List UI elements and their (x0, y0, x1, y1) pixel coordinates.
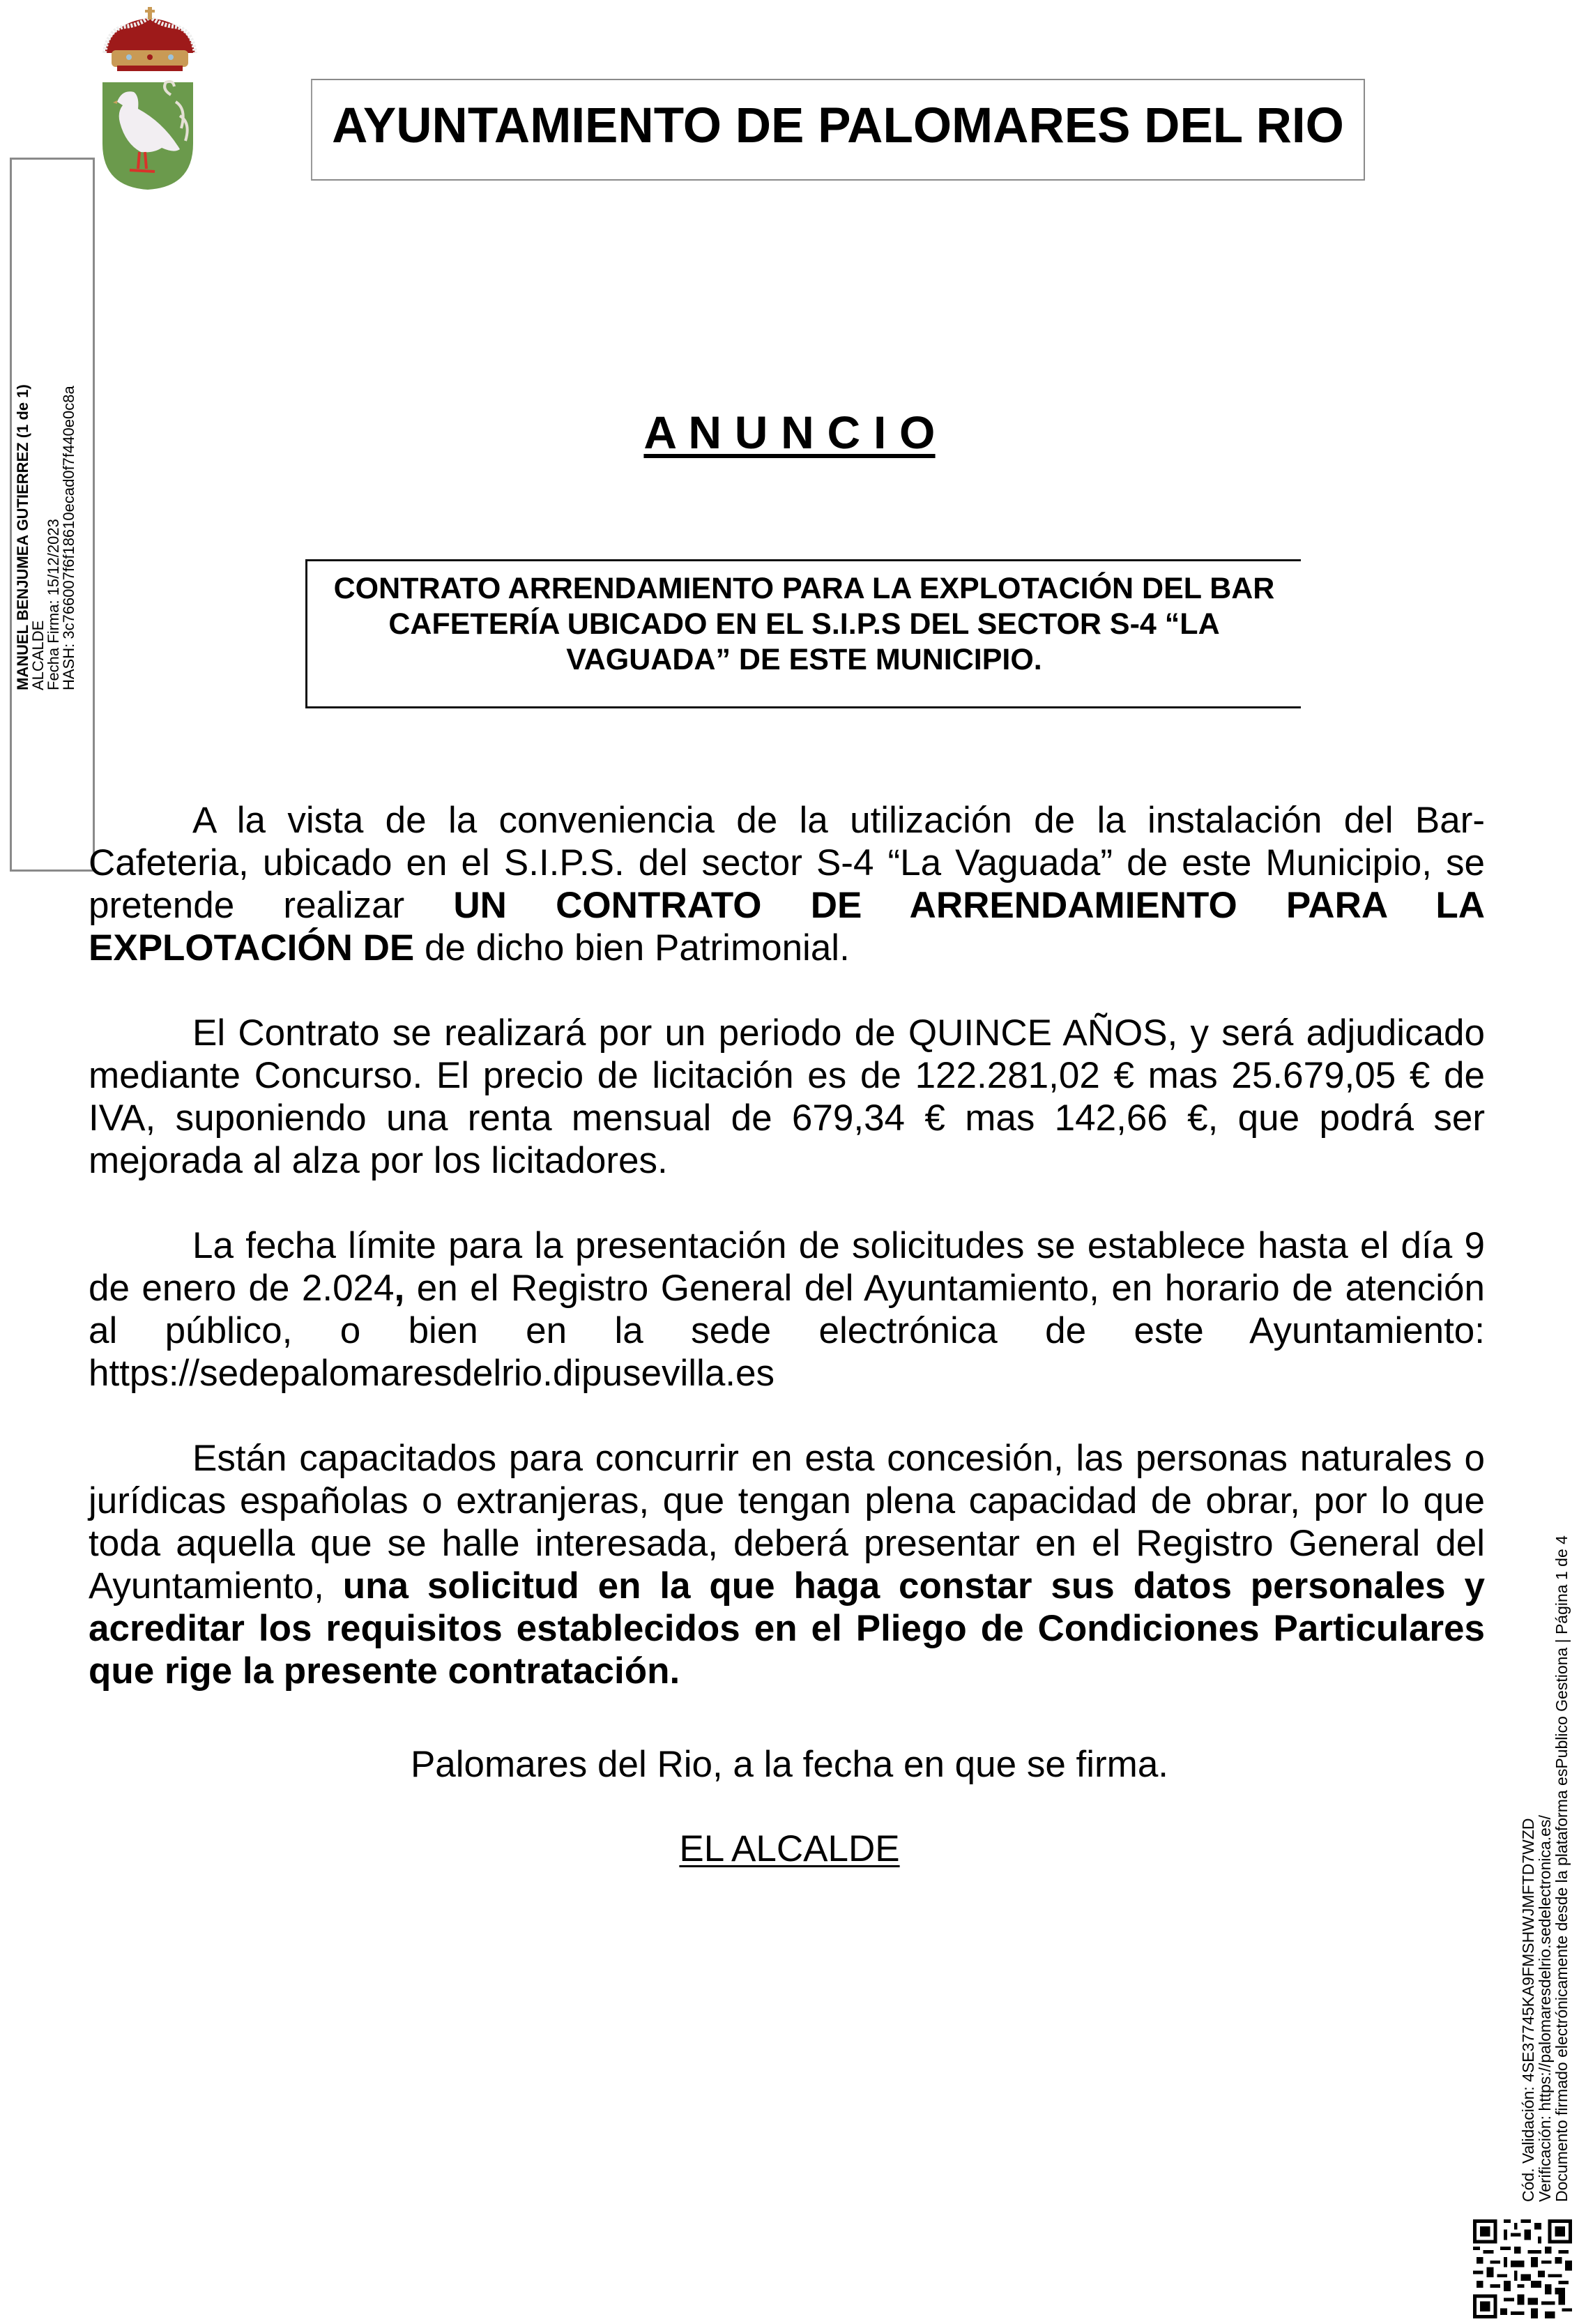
paragraph-text: La fecha límite para la presentación de solicitudes se establece hasta el día 9 de enero de 2.024 (89, 1225, 1485, 1309)
subject-line: VAGUADA” DE ESTE MUNICIPIO. (566, 643, 1042, 676)
shield-icon (102, 82, 193, 190)
subject-text (307, 571, 1301, 678)
validation-code: Cód. Validación: 4SE37745KA9FMSHWJMFTD7WZD (1519, 1818, 1537, 2202)
paragraph-bold-text: una solicitud en la que haga constar sus datos personales y acreditar los requisitos establecidos en el Pliego de Condiciones Particulares que rige la presente contratación. (89, 1565, 1485, 1692)
validation-info (1520, 1535, 1570, 2202)
place-date: Palomares del Rio, a la fecha en que se firma. (410, 1744, 1169, 1785)
subject-line: CAFETERÍA UBICADO EN EL S.I.P.S DEL SECTOR S-4 “LA (388, 607, 1220, 641)
page-title: AYUNTAMIENTO DE PALOMARES DEL RIO (332, 98, 1344, 153)
paragraph-text: en el Registro General del Ayuntamiento, en horario de atención al público, o bien en la sede electrónica de este Ayuntamiento: https://sedepalomaresdelrio.dipusevilla.es (89, 1268, 1486, 1394)
paragraph-text: de dicho bien Patrimonial. (414, 927, 850, 969)
signature-date: Fecha Firma: 15/12/2023 (45, 519, 62, 690)
document-heading (0, 404, 1579, 460)
crown-icon (105, 7, 195, 71)
subject-line: CONTRATO ARRENDAMIENTO PARA LA EXPLOTACIÓN DEL BAR (333, 572, 1275, 605)
paragraph-bold-text: , (394, 1268, 405, 1309)
paragraph-terms (89, 1012, 1485, 1182)
subject-box (305, 559, 1301, 708)
paragraph-intro (89, 799, 1485, 969)
signer-name: MANUEL BENJUMEA GUTIERREZ (1 de 1) (14, 384, 31, 690)
signer-title (0, 1828, 1579, 1870)
paragraph-eligibility (89, 1437, 1485, 1692)
qr-code-icon (1473, 2217, 1572, 2321)
paragraph-text: Están capacitados para concurrir en esta concesión, las personas naturales o jurídicas españolas o extranjeras, que tengan plena capacidad de obrar, por lo que toda aquella que se halle interesada, deberá presentar en el Registro General del Ayuntamiento, (89, 1438, 1485, 1607)
verification-url[interactable]: Verificación: https://palomaresdelrio.sedelectronica.es/ (1536, 1815, 1554, 2202)
heading-text: A N U N C I O (643, 407, 936, 458)
signer-role: ALCALDE (29, 620, 47, 690)
header-title-box (311, 79, 1365, 181)
paragraph-bold-text: UN CONTRATO DE ARRENDAMIENTO PARA LA EXPLOTACIÓN DE (89, 885, 1485, 969)
coat-of-arms-logo (98, 4, 202, 192)
paragraph-text: A la vista de la conveniencia de la utilización de la instalación del Bar-Cafeteria, ubicado en el S.I.P.S. del sector S-4 “La Vaguada” de este Municipio, se pretende realizar (89, 800, 1485, 926)
signer-title-text: EL ALCALDE (679, 1828, 900, 1869)
paragraph-text: El Contrato se realizará por un periodo de QUINCE AÑOS, y será adjudicado mediante Concurso. El precio de licitación es de 122.281,02 € mas 25.679,05 € de IVA, suponiendo una renta mensual de 679,34 € mas 142,66 €, que podrá ser mejorada al alza por los licitadores. (89, 1012, 1485, 1181)
document-body (89, 799, 1485, 1735)
paragraph-deadline (89, 1224, 1485, 1395)
signature-hash: HASH: 3c766007f6f18610ecad0f7f440e0c8a (60, 386, 77, 690)
platform-notice: Documento firmado electrónicamente desde la plataforma esPublico Gestiona | Página 1 de 4 (1553, 1535, 1571, 2202)
